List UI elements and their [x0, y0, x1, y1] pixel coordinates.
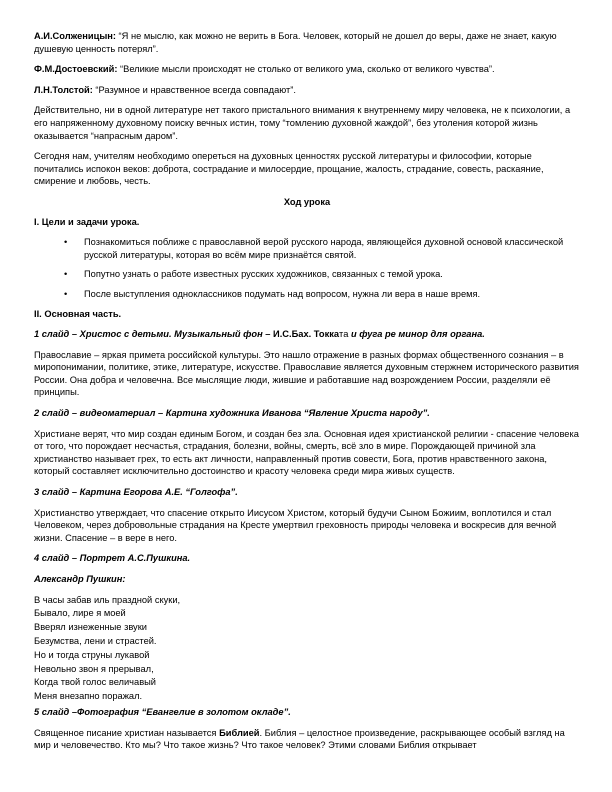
poem-line: Невольно звон я прерывал, [34, 663, 154, 674]
lesson-title: Ход урока [283, 196, 331, 207]
slide-5-heading: 5 слайд –Фотография “Евангелие в золотом окладе”. [34, 706, 291, 717]
slide-2-text: Христиане верят, что мир создан единым Богом, и создан без зла. Основная идея христианской религии - спасение человека от того, что порождает несчастья, страдания, болезни, войны, смерть, всё зло в мире. Порождающей причиной зла христианство называет грех, то есть акт личности, направленный против совести, Бога, против нравственного закона, который составляет исключительно достоинство и красоту человека среди мира живых существ. [34, 428, 579, 477]
slide-1-text: Православие – яркая примета российской культуры. Это нашло отражение в разных формах общественного сознания – в миропонимании, политике, этике, литературе, искусстве. Православие является духовным стержнем исторического развития России. Она добра и человечна. Все мыслящие люди, жившие и работавшие над возрождением России, разделяли её принципы. [34, 349, 579, 398]
intro-paragraph-1: Действительно, ни в одной литературе нет такого пристального внимания к внутреннему миру человека, не к психологии, а его напряженному духовному поиску вечных истин, тому “томлению духовной жаждой”, без утоления которой жизнь оказывается “напрасным даром”. [34, 105, 571, 141]
quote-text: “Разумное и нравственное всегда совпадают”. [92, 84, 296, 95]
quote-tolstoy [34, 84, 580, 97]
section-goals-heading: I. Цели и задачи урока. [34, 216, 140, 227]
quote-author: Ф.М.Достоевский: [34, 64, 118, 75]
quote-dostoevsky [34, 63, 580, 76]
quote-text: “Великие мысли происходят не столько от великого ума, сколько от великого чувства”. [117, 64, 495, 75]
slide-3-heading: 3 слайд – Картина Егорова А.Е. “Голгофа”. [34, 487, 238, 498]
poet-name: Александр Пушкин: [34, 574, 126, 584]
poem-line: Бывало, лире я моей [34, 608, 126, 619]
slide-5-text: Священное писание христиан называется Библией. Библия – целостное произведение, раскрывающее особый взгляд на мир и человечество. Кто мы? Что такое жизнь? Что такое человек? Этими словами Библия открывает [34, 727, 565, 751]
goal-item: • Попутно узнать о работе известных русских художников, связанных с темой урока. [84, 268, 580, 281]
poem-line: В часы забав иль праздной скуки, [34, 594, 181, 605]
poem-line: Вверял изнеженные звуки [34, 622, 147, 633]
slide-4-heading: 4 слайд – Портрет А.С.Пушкина. [34, 553, 191, 564]
poem-line: Меня внезапно поражал. [34, 691, 143, 702]
poem-line: Когда твой голос величавый [34, 677, 157, 688]
slide-3-text: Христианство утверждает, что спасение открыто Иисусом Христом, который будучи Сыном Божиим, воплотился и стал Человеком, через добровольные страдания на Кресте умертвил греховность природы человека и воскресив для вечной жизни. Спасение – в вере в него. [34, 507, 557, 543]
slide-2-heading: 2 слайд – видеоматериал – Картина художника Иванова “Явление Христа народу”. [34, 408, 430, 419]
quote-author: Л.Н.Толстой: [34, 84, 93, 95]
goal-item: • После выступления одноклассников подумать над вопросом, нужна ли вера в наше время. [84, 288, 580, 301]
quote-solzhenitsyn [34, 30, 580, 55]
goals-list [34, 236, 580, 300]
goal-item: • Познакомиться поближе с православной верой русского народа, являющейся духовной основой классической русской литературы, которая во всём мире признаётся святой. [84, 236, 580, 261]
poem [34, 594, 580, 704]
poem-line: Но и тогда струны лукавой [34, 649, 150, 660]
poem-line: Безумства, лени и страстей. [34, 635, 157, 646]
document-page [34, 30, 580, 760]
quote-author: А.И.Солженицын: [34, 31, 116, 41]
intro-paragraph-2: Сегодня нам, учителям необходимо опереться на духовных ценностях русской литературы и философии, которые почитались испокон веков: доброта, сострадание и милосердие, прощание, жалость, страдание, совесть, раскаяние, смирение и любовь, честь. [34, 151, 544, 187]
quote-text: “Я не мыслю, как можно не верить в Бога. Человек, который не дошел до веры, даже не знает, какую душевую ценность потерял”. [34, 31, 557, 54]
slide-1-heading: 1 слайд – Христос с детьми. Музыкальный фон – И.С.Бах. Токката и фуга ре минор для органа. [34, 329, 485, 340]
section-main-heading: II. Основная часть. [34, 308, 122, 319]
